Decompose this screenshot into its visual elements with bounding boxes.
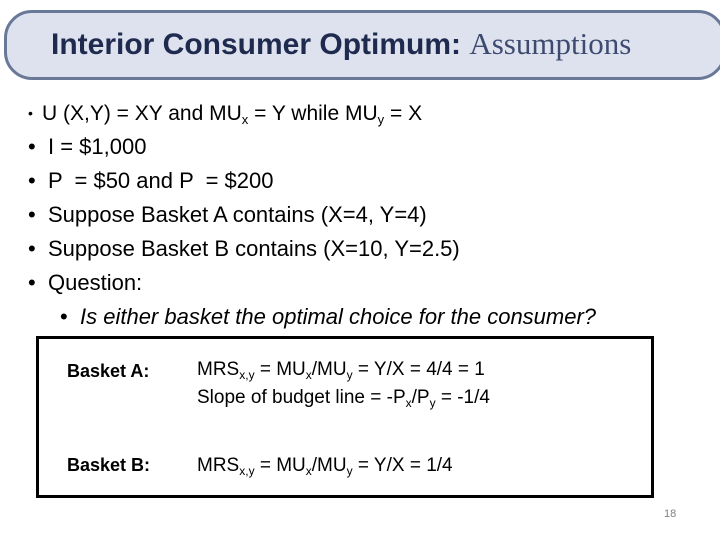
bullet-basket-a (28, 198, 708, 232)
bullet-dot: • (60, 304, 68, 329)
bullet-utility (28, 96, 708, 130)
slide-title (51, 27, 631, 62)
title-main: Interior Consumer Optimum: (51, 28, 470, 61)
mu-text: = MU (254, 455, 306, 476)
mrs-sub: x,y (239, 368, 255, 382)
basket-a-text: Suppose Basket A contains (X=4, Y=4) (48, 202, 427, 227)
basket-a-slope-line (197, 387, 490, 409)
bullet-sub-question (28, 300, 708, 334)
mu-text: = MU (254, 359, 306, 380)
slope-result: = -1/4 (435, 387, 490, 408)
bullet-prices (28, 164, 708, 198)
price-sub-x: x (405, 396, 412, 410)
basket-a-mrs-line (197, 359, 485, 381)
mu-sub-x: x (305, 464, 312, 478)
title-banner (4, 10, 720, 80)
answer-box (36, 336, 654, 498)
page-number: 18 (664, 508, 677, 520)
bullet-dot: • (28, 202, 36, 227)
utility-sub-y: y (377, 112, 385, 127)
mu-text: /MU (311, 455, 347, 476)
bullet-dot: • (28, 270, 36, 295)
bullet-dot: • (28, 236, 36, 261)
basket-b-label: Basket B: (67, 455, 151, 475)
mrs-sub: x,y (239, 464, 255, 478)
question-text: Question: (48, 270, 143, 295)
bullet-income (28, 130, 708, 164)
mu-text: /MU (311, 359, 347, 380)
utility-text-c: = X (384, 102, 423, 125)
basket-b-text: Suppose Basket B contains (X=10, Y=2.5) (48, 236, 460, 261)
mu-sub-x: x (305, 368, 312, 382)
utility-sub-x: x (241, 112, 249, 127)
mu-sub-y: y (346, 464, 353, 478)
bullet-dot: • (28, 134, 36, 159)
title-subtitle: Assumptions (469, 26, 632, 61)
basket-b-mrs-line (197, 455, 453, 477)
mu-sub-y: y (346, 368, 353, 382)
bullet-question (28, 266, 708, 300)
income-text: I = $1,000 (48, 134, 147, 159)
price-sub-y: y (429, 396, 436, 410)
bullet-list (28, 96, 708, 334)
slope-text: Slope of budget line = -P (197, 387, 406, 408)
utility-text-b: = Y while MU (248, 102, 378, 125)
basket-a-label: Basket A: (67, 361, 150, 381)
utility-text-a: U (X,Y) = XY and MU (42, 102, 242, 125)
bullet-basket-b (28, 232, 708, 266)
prices-text: P = $50 and P = $200 (48, 168, 274, 193)
slope-text: /P (411, 387, 430, 408)
mrs-result: = Y/X = 4/4 = 1 (352, 359, 485, 380)
sub-question-text: Is either basket the optimal choice for the consumer? (80, 304, 597, 329)
bullet-dot: • (28, 105, 33, 121)
mrs-result: = Y/X = 1/4 (352, 455, 453, 476)
mrs-text: MRS (197, 455, 240, 476)
bullet-dot: • (28, 168, 36, 193)
mrs-text: MRS (197, 359, 240, 380)
